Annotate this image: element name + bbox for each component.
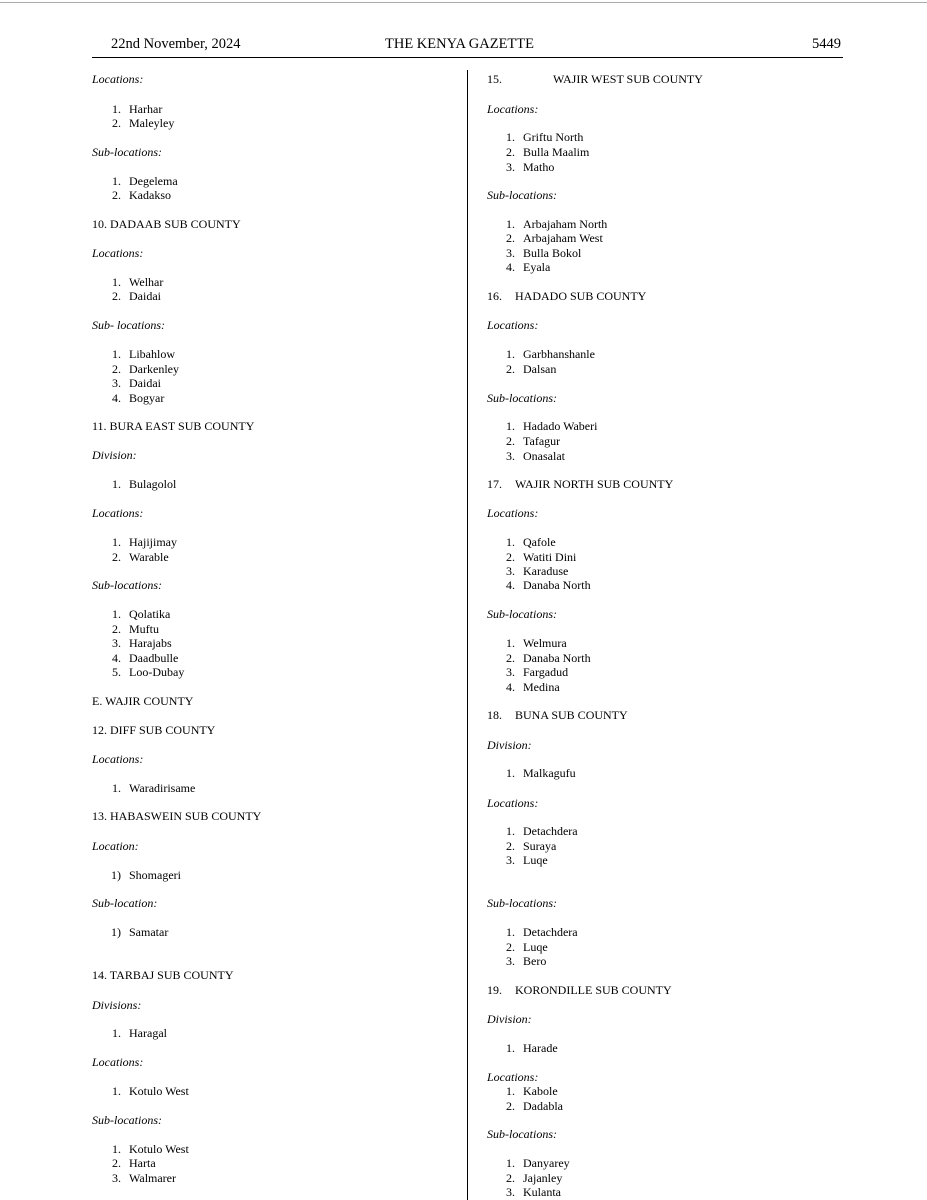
heading-number: 19.	[487, 983, 502, 997]
list-item	[497, 1185, 561, 1200]
category-label: Locations:	[487, 506, 539, 520]
list-item	[497, 940, 548, 955]
list-item-number: 3.	[506, 665, 515, 679]
list-item-text: Maleyley	[129, 116, 175, 130]
list-item	[497, 434, 560, 449]
list-item-number: 1.	[506, 130, 515, 144]
category-label: Division:	[487, 1012, 532, 1026]
list-item-text: Harhar	[129, 102, 163, 116]
list-item-text: Garbhanshanle	[523, 347, 595, 361]
list-item-number: 2.	[506, 1099, 515, 1113]
list-item-number: 5.	[112, 665, 121, 679]
list-item-text: Medina	[523, 680, 560, 694]
list-item-number: 2.	[506, 231, 515, 245]
list-item-number: 2.	[506, 362, 515, 376]
list-item-text: Welmura	[523, 636, 567, 650]
list-item	[497, 1171, 562, 1186]
list-item	[103, 1156, 156, 1171]
list-item-number: 3.	[506, 246, 515, 260]
list-item-text: Darkenley	[129, 362, 179, 376]
list-item-text: Samatar	[129, 925, 169, 939]
heading-number: 15.	[487, 72, 502, 86]
heading-text: BUNA SUB COUNTY	[515, 708, 628, 722]
list-item	[103, 535, 177, 550]
list-item-number: 1.	[506, 925, 515, 939]
list-item	[497, 535, 556, 550]
sub-county-heading	[487, 983, 672, 998]
category-label: Locations:	[487, 318, 539, 332]
list-item-number: 2.	[506, 145, 515, 159]
list-item-text: Bulagolol	[129, 477, 177, 491]
list-item	[103, 289, 161, 304]
heading-number: 16.	[487, 289, 502, 303]
list-item	[103, 1084, 189, 1099]
list-item	[103, 651, 178, 666]
category-label: Locations:	[487, 1070, 539, 1084]
list-item-number: 3.	[506, 954, 515, 968]
list-item-number: 1)	[111, 868, 121, 882]
sub-county-heading	[487, 289, 646, 304]
list-item	[497, 1084, 558, 1099]
list-item-text: Daadbulle	[129, 651, 179, 665]
heading-text: WAJIR NORTH SUB COUNTY	[515, 477, 674, 491]
list-item-number: 2.	[112, 116, 121, 130]
list-item-number: 1.	[112, 607, 121, 621]
category-label: Division:	[92, 448, 137, 462]
list-item	[497, 217, 607, 232]
category-label: Sub-locations:	[487, 188, 557, 202]
category-label: Sub-locations:	[487, 391, 557, 405]
list-item-text: Kadakso	[129, 188, 171, 202]
list-item-text: Harade	[523, 1041, 558, 1055]
list-item	[103, 636, 172, 651]
list-item-number: 3.	[506, 1185, 515, 1199]
category-label: Sub-locations:	[92, 1113, 162, 1127]
list-item-number: 1.	[112, 1084, 121, 1098]
list-item-text: Jajanley	[523, 1171, 563, 1185]
list-item-text: Kabole	[523, 1084, 558, 1098]
list-item	[103, 781, 195, 796]
list-item	[103, 1142, 189, 1157]
list-item-text: Arbajaham North	[523, 217, 608, 231]
heading-number: 17.	[487, 477, 502, 491]
list-item	[497, 824, 578, 839]
category-label: Locations:	[487, 796, 539, 810]
list-item-text: Dalsan	[523, 362, 557, 376]
list-item-text: Kotulo West	[129, 1142, 189, 1156]
category-label: Location:	[92, 839, 139, 853]
column-divider	[467, 70, 468, 1200]
list-item-number: 1.	[112, 781, 121, 795]
list-item-text: Danyarey	[523, 1156, 570, 1170]
list-item	[103, 1171, 176, 1186]
list-item	[497, 766, 576, 781]
list-item	[103, 665, 184, 680]
list-item	[103, 550, 169, 565]
heading-text: HADADO SUB COUNTY	[515, 289, 647, 303]
list-item-number: 3.	[112, 1171, 121, 1185]
category-label: Locations:	[92, 1055, 144, 1069]
list-item-number: 2.	[112, 289, 121, 303]
list-item-number: 1.	[112, 1142, 121, 1156]
list-item-number: 2.	[112, 622, 121, 636]
list-item	[497, 1041, 558, 1056]
list-item-number: 4.	[506, 260, 515, 274]
list-item	[103, 622, 159, 637]
list-item-number: 1.	[112, 1026, 121, 1040]
list-item	[497, 925, 578, 940]
category-label: Divisions:	[92, 998, 142, 1012]
list-item	[497, 839, 556, 854]
list-item	[103, 116, 174, 131]
list-item-number: 1.	[506, 1156, 515, 1170]
list-item	[497, 651, 591, 666]
list-item	[103, 477, 176, 492]
list-item	[497, 419, 597, 434]
list-item	[497, 160, 554, 175]
list-item	[497, 246, 581, 261]
category-label: Locations:	[92, 506, 144, 520]
category-label: Sub- locations:	[92, 318, 165, 332]
list-item-number: 4.	[506, 578, 515, 592]
list-item	[103, 275, 163, 290]
sub-county-heading: 10. DADAAB SUB COUNTY	[92, 217, 241, 231]
list-item-number: 2.	[506, 434, 515, 448]
list-item-text: Haragal	[129, 1026, 167, 1040]
list-item	[497, 665, 568, 680]
category-label: Locations:	[92, 752, 144, 766]
list-item	[497, 1156, 570, 1171]
list-item	[497, 449, 565, 464]
category-label: Sub-location:	[92, 896, 158, 910]
list-item-number: 2.	[506, 940, 515, 954]
list-item	[497, 954, 546, 969]
category-label: Sub-locations:	[92, 145, 162, 159]
category-label: Sub-locations:	[92, 578, 162, 592]
category-label: Locations:	[92, 72, 144, 86]
list-item-number: 1.	[112, 477, 121, 491]
category-label: Sub-locations:	[487, 896, 557, 910]
category-label: Locations:	[92, 246, 144, 260]
list-item-number: 4.	[112, 391, 121, 405]
list-item	[497, 564, 568, 579]
sub-county-heading: E. WAJIR COUNTY	[92, 694, 194, 708]
list-item	[103, 868, 181, 883]
list-item-text: Daidai	[129, 289, 161, 303]
list-item-number: 2.	[112, 1156, 121, 1170]
list-item	[497, 362, 556, 377]
list-item	[497, 578, 591, 593]
list-item	[103, 347, 175, 362]
list-item-text: Shomageri	[129, 868, 181, 882]
category-label: Locations:	[487, 102, 539, 116]
list-item-text: Muftu	[129, 622, 159, 636]
list-item-text: Dadabla	[523, 1099, 563, 1113]
list-item-text: Libahlow	[129, 347, 175, 361]
list-item-number: 1.	[506, 766, 515, 780]
list-item-text: Loo-Dubay	[129, 665, 185, 679]
list-item-number: 2.	[112, 550, 121, 564]
list-item	[497, 636, 567, 651]
list-item	[497, 680, 560, 695]
list-item	[103, 925, 168, 940]
list-item-number: 1.	[506, 535, 515, 549]
list-item-number: 1.	[506, 1041, 515, 1055]
list-item	[103, 1026, 167, 1041]
list-item-text: Danaba North	[523, 651, 591, 665]
list-item-number: 3.	[506, 564, 515, 578]
list-item-number: 3.	[506, 449, 515, 463]
list-item-text: Daidai	[129, 376, 161, 390]
list-item	[103, 102, 162, 117]
page-number: 5449	[812, 36, 841, 52]
list-item-text: Arbajaham West	[523, 231, 603, 245]
list-item	[103, 174, 178, 189]
list-item-text: Kotulo West	[129, 1084, 189, 1098]
list-item-number: 4.	[112, 651, 121, 665]
list-item-number: 2.	[112, 362, 121, 376]
sub-county-heading: 12. DIFF SUB COUNTY	[92, 723, 216, 737]
list-item-number: 2.	[506, 1171, 515, 1185]
list-item-text: Detachdera	[523, 824, 578, 838]
list-item-text: Detachdera	[523, 925, 578, 939]
sub-county-heading	[487, 477, 673, 492]
list-item-text: Tafagur	[523, 434, 561, 448]
sub-county-heading: 11. BURA EAST SUB COUNTY	[92, 419, 255, 433]
list-item-number: 1.	[506, 636, 515, 650]
list-item-text: Luqe	[523, 853, 548, 867]
list-item-text: Walmarer	[129, 1171, 177, 1185]
list-item	[497, 347, 595, 362]
list-item-text: Qafole	[523, 535, 556, 549]
list-item	[497, 550, 576, 565]
header-rule	[92, 57, 843, 58]
gazette-title: THE KENYA GAZETTE	[385, 36, 535, 52]
sub-county-heading	[487, 72, 703, 87]
list-item-text: Hajijimay	[129, 535, 177, 549]
list-item-number: 1.	[506, 419, 515, 433]
category-label: Division:	[487, 738, 532, 752]
list-item-text: Griftu North	[523, 130, 584, 144]
list-item-number: 1)	[111, 925, 121, 939]
list-item-text: Warable	[129, 550, 169, 564]
category-label: Sub-locations:	[487, 607, 557, 621]
list-item-number: 1.	[112, 102, 121, 116]
list-item	[497, 145, 589, 160]
list-item	[497, 231, 603, 246]
list-item-text: Waradirisame	[129, 781, 196, 795]
heading-text: KORONDILLE SUB COUNTY	[515, 983, 672, 997]
list-item-text: Onasalat	[523, 449, 565, 463]
sub-county-heading: 14. TARBAJ SUB COUNTY	[92, 968, 234, 982]
list-item-text: Luqe	[523, 940, 548, 954]
list-item-number: 3.	[112, 376, 121, 390]
list-item	[103, 362, 179, 377]
list-item-number: 1.	[112, 535, 121, 549]
list-item-number: 1.	[506, 217, 515, 231]
list-item-text: Degelema	[129, 174, 178, 188]
list-item-number: 3.	[506, 160, 515, 174]
list-item-text: Kulanta	[523, 1185, 561, 1199]
list-item-text: Bulla Bokol	[523, 246, 582, 260]
list-item-number: 2.	[506, 651, 515, 665]
list-item	[497, 260, 550, 275]
list-item-number: 1.	[506, 824, 515, 838]
list-item-number: 1.	[506, 347, 515, 361]
list-item-number: 3.	[506, 853, 515, 867]
list-item-number: 1.	[112, 174, 121, 188]
list-item-text: Matho	[523, 160, 555, 174]
list-item-number: 2.	[112, 188, 121, 202]
list-item	[103, 376, 161, 391]
list-item-text: Karaduse	[523, 564, 569, 578]
list-item	[103, 188, 171, 203]
heading-number: 18.	[487, 708, 502, 722]
list-item	[103, 607, 170, 622]
list-item-text: Harta	[129, 1156, 156, 1170]
list-item-text: Harajabs	[129, 636, 172, 650]
page-top-border	[0, 2, 927, 3]
list-item-text: Watiti Dini	[523, 550, 577, 564]
list-item-number: 4.	[506, 680, 515, 694]
gazette-date: 22nd November, 2024	[111, 36, 241, 52]
list-item-number: 1.	[506, 1084, 515, 1098]
list-item-text: Danaba North	[523, 578, 591, 592]
list-item-number: 1.	[112, 347, 121, 361]
list-item-text: Malkagufu	[523, 766, 576, 780]
list-item-text: Bogyar	[129, 391, 165, 405]
sub-county-heading: 13. HABASWEIN SUB COUNTY	[92, 809, 262, 823]
heading-text: WAJIR WEST SUB COUNTY	[553, 72, 703, 86]
list-item-number: 2.	[506, 550, 515, 564]
list-item	[497, 853, 548, 868]
category-label: Sub-locations:	[487, 1127, 557, 1141]
list-item-text: Welhar	[129, 275, 164, 289]
list-item-number: 3.	[112, 636, 121, 650]
list-item-text: Hadado Waberi	[523, 419, 598, 433]
list-item	[103, 391, 164, 406]
list-item-text: Bulla Maalim	[523, 145, 590, 159]
list-item-number: 2.	[506, 839, 515, 853]
list-item-text: Fargadud	[523, 665, 569, 679]
list-item-text: Eyala	[523, 260, 551, 274]
list-item-text: Suraya	[523, 839, 557, 853]
sub-county-heading	[487, 708, 628, 723]
list-item-number: 1.	[112, 275, 121, 289]
list-item-text: Qolatika	[129, 607, 171, 621]
list-item	[497, 1099, 563, 1114]
list-item	[497, 130, 583, 145]
list-item-text: Bero	[523, 954, 547, 968]
